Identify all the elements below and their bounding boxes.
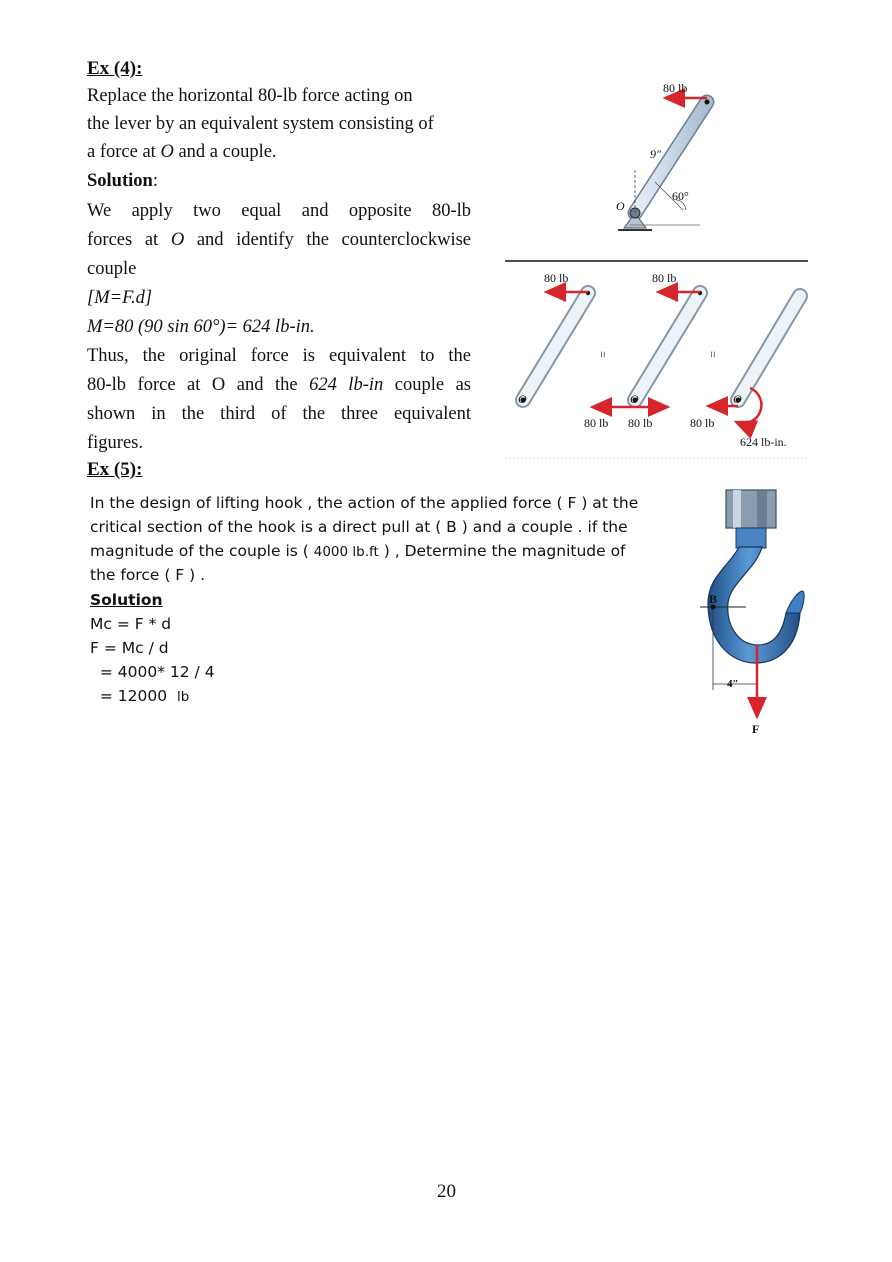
top-lever [618, 98, 710, 230]
lever-1 [521, 291, 591, 403]
ex5-hook-figure [700, 485, 812, 735]
ex4-conclusion-line2 [87, 375, 471, 396]
ex4-heading: Ex (4): [87, 58, 143, 79]
ex5-line3-a: magnitude of the couple is ( [90, 542, 314, 560]
ex4-solution-label [87, 171, 158, 192]
lever-2 [592, 291, 702, 407]
pivot-label: O [616, 199, 625, 213]
ex5-calc-line2: F = Mc / d [90, 639, 169, 657]
b2-force-left-label: 80 lb [584, 416, 609, 430]
ex4-conclusion-line3: shown in the third of the three equivalent [87, 404, 471, 424]
b3-force-label: 80 lb [690, 416, 715, 430]
ex5-result-value: = 12000 [90, 687, 177, 705]
ex5-result-line [90, 687, 189, 705]
lever-3 [708, 296, 800, 423]
ex4-statement-line3 [87, 142, 277, 163]
ex4-conclusion-line1: Thus, the original force is equivalent to the [87, 346, 471, 366]
b2-o-label: O [630, 392, 639, 406]
ex4-concl2-a: 80-lb force at O and the [87, 375, 310, 395]
ex5-line3-c: ) , Determine the magnitude of [378, 542, 626, 560]
ex4-concl2-b: 624 lb-in [309, 375, 384, 395]
ex4-sol-line3: couple [87, 259, 137, 279]
top-force-label: 80 lb [663, 81, 688, 95]
b3-o-label: O [733, 392, 742, 406]
ex4-concl2-c: couple as [383, 375, 471, 395]
couple-label: 624 lb-in. [740, 435, 787, 449]
ex4-statement-text-end: and a couple. [173, 142, 277, 162]
hook-point-b: B [709, 592, 718, 606]
b2-force-right-label: 80 lb [628, 416, 653, 430]
length-label: 9″ [650, 147, 661, 161]
ex4-solution-word: Solution [87, 171, 153, 191]
ex4-conclusion-line4: figures. [87, 433, 143, 453]
ex4-solution-colon: : [152, 171, 158, 191]
ex5-solution-label: Solution [90, 591, 163, 609]
ex5-calc-line1: Mc = F * d [90, 615, 172, 633]
ex5-calc-line3: = 4000* 12 / 4 [90, 663, 215, 681]
ex5-result-unit: lb [176, 689, 190, 705]
ex4-sol-line2 [87, 230, 471, 251]
ex5-heading: Ex (5): [87, 459, 143, 480]
ex4-statement-line2: the lever by an equivalent system consisting of [87, 114, 434, 134]
ex4-formula1: [M=F.d] [87, 288, 153, 308]
ex5-couple-value: 4000 lb.ft [313, 544, 379, 560]
b1-o-label: O [518, 392, 527, 406]
equiv-sign-2: = [706, 351, 720, 358]
equiv-sign-1: = [596, 351, 610, 358]
ex4-sol-line2-o: O [170, 230, 185, 250]
b1-force-label: 80 lb [544, 271, 569, 285]
angle-label: 60° [672, 189, 689, 203]
hook-force-label: F [752, 722, 760, 735]
ex4-sol-line1: We apply two equal and opposite 80-lb [87, 201, 471, 221]
b2-force-top-label: 80 lb [652, 271, 677, 285]
ex5-statement-line2: critical section of the hook is a direct pull at ( B ) and a couple . if the [90, 518, 628, 536]
hook-body [708, 547, 800, 663]
page-number: 20 [437, 1181, 456, 1202]
ex4-statement-text: a force at [87, 142, 161, 162]
ex4-sol-line2-a: forces at [87, 230, 171, 250]
ex5-statement-line3 [90, 542, 626, 560]
ex4-lever-figure [500, 70, 820, 465]
ex4-statement-line1: Replace the horizontal 80-lb force acting on [87, 86, 413, 106]
ex4-formula2: M=80 (90 sin 60°)= 624 lb-in. [87, 317, 315, 337]
ex5-statement-line4: the force ( F ) . [90, 566, 206, 584]
ex5-statement-line1: In the design of lifting hook , the action of the applied force ( F ) at the [90, 494, 639, 512]
hook-distance: 4″ [727, 678, 739, 690]
ex4-sol-line2-c: and identify the counterclockwise [184, 230, 471, 250]
ex4-point-o: O [160, 142, 174, 162]
